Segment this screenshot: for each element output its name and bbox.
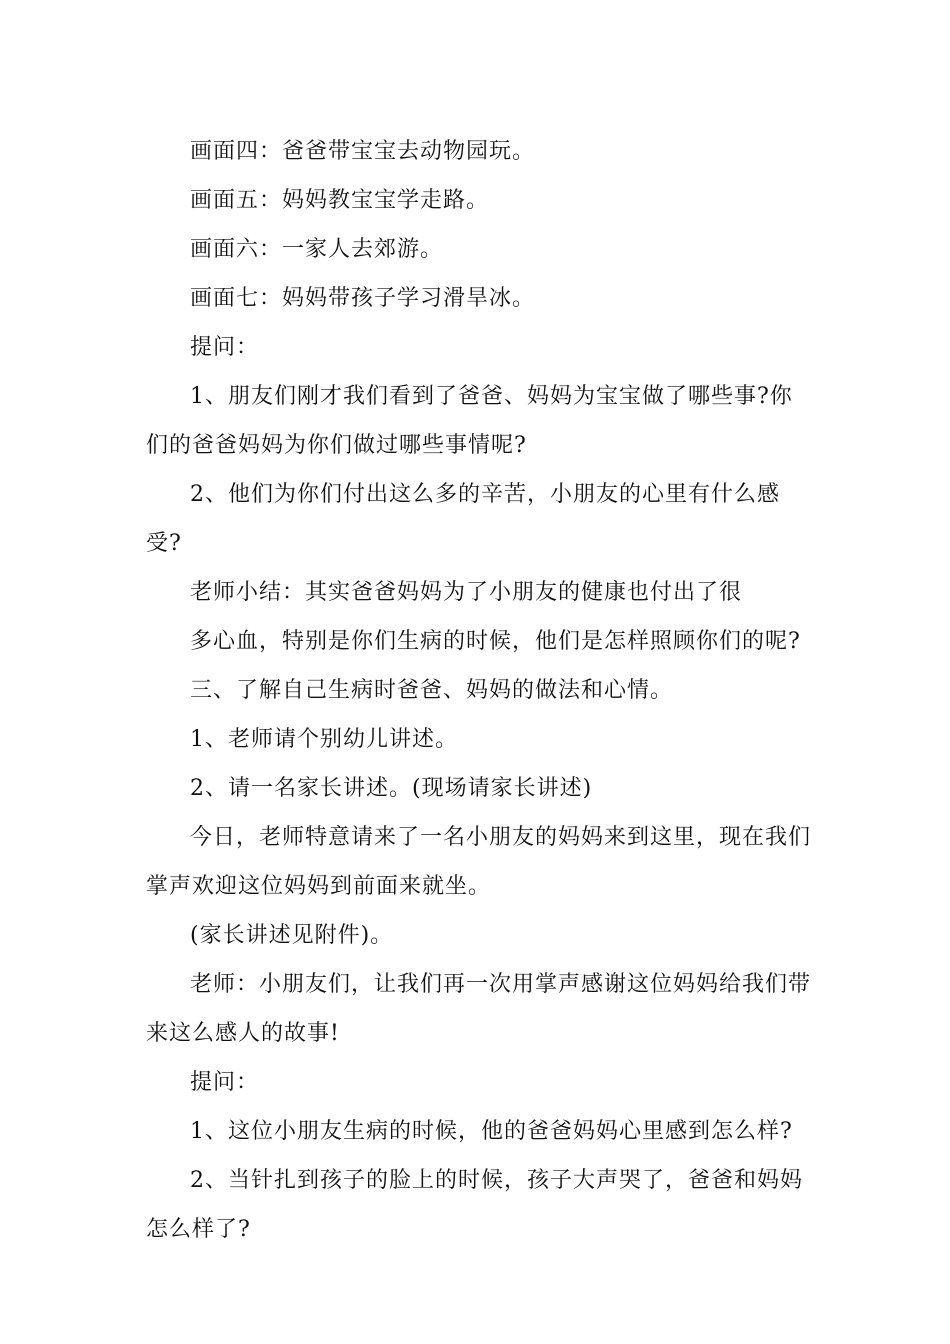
paragraph: 画面七：妈妈带孩子学习滑旱冰。 (190, 286, 536, 311)
paragraph: (家长讲述见附件)。 (190, 923, 394, 948)
paragraph: 今日，老师特意请来了一名小朋友的妈妈来到这里，现在我们掌声欢迎这位妈妈到前面来就坐。 (146, 825, 812, 899)
paragraph: 三、了解自己生病时爸爸、妈妈的做法和心情。 (190, 678, 674, 703)
paragraph: 老师：小朋友们，让我们再一次用掌声感谢这位妈妈给我们带来这么感人的故事! (146, 972, 812, 1046)
paragraph: 提问： (190, 1070, 260, 1095)
paragraph: 多心血，特别是你们生病的时候，他们是怎样照顾你们的呢? (190, 629, 801, 654)
paragraph: 1、朋友们刚才我们看到了爸爸、妈妈为宝宝做了哪些事?你们的爸爸妈妈为你们做过哪些事情呢? (146, 384, 793, 458)
document-body (146, 127, 812, 1254)
paragraph: 1、老师请个别幼儿讲述。 (190, 727, 458, 752)
paragraph: 2、当针扎到孩子的脸上的时候，孩子大声哭了，爸爸和妈妈怎么样了? (146, 1168, 803, 1242)
paragraph: 1、这位小朋友生病的时候，他的爸爸妈妈心里感到怎么样? (190, 1119, 793, 1144)
paragraph: 提问： (190, 335, 260, 360)
paragraph: 2、他们为你们付出这么多的辛苦，小朋友的心里有什么感受? (146, 482, 780, 556)
paragraph: 画面四：爸爸带宝宝去动物园玩。 (190, 139, 536, 164)
paragraph: 画面六：一家人去郊游。 (190, 237, 444, 262)
paragraph: 老师小结：其实爸爸妈妈为了小朋友的健康也付出了很 (190, 580, 743, 605)
paragraph: 2、请一名家长讲述。(现场请家长讲述) (190, 776, 593, 801)
paragraph: 画面五：妈妈教宝宝学走路。 (190, 188, 490, 213)
